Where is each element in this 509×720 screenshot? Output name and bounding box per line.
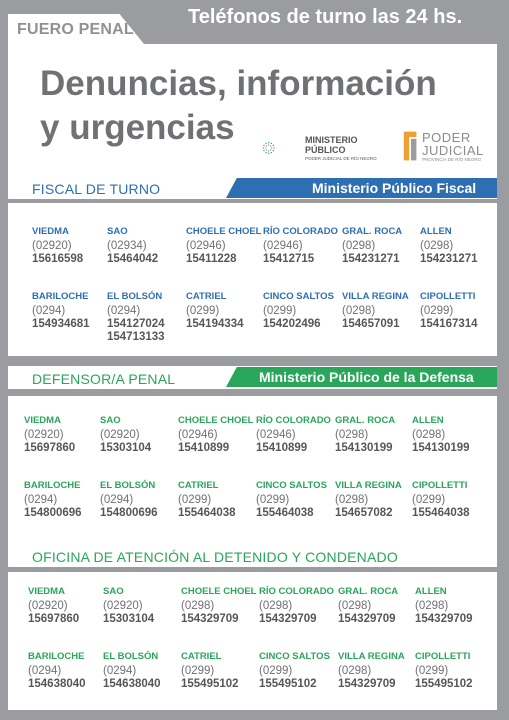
area-code: (0298) (259, 600, 293, 612)
city-name: GRAL. ROCA (338, 586, 399, 597)
section-title-oficina: OFICINA DE ATENCIÓN AL DETENIDO Y CONDENADO (32, 549, 398, 565)
phone-number: 155464038 (178, 507, 236, 519)
city-name: ALLEN (412, 415, 444, 426)
city-name: VILLA REGINA (335, 480, 402, 491)
area-code: (02946) (263, 240, 303, 252)
poder-judicial-logo-icon (402, 128, 420, 164)
phone-entry (342, 226, 422, 265)
phone-number: 15303104 (103, 613, 155, 625)
phone-number: 154130199 (412, 442, 470, 454)
city-name: CHOELE CHOEL (181, 586, 257, 597)
phone-number: 154130199 (335, 442, 393, 454)
area-code: (0294) (28, 665, 62, 677)
city-name: EL BOLSÓN (103, 651, 159, 662)
area-code: (0298) (338, 600, 372, 612)
phone-entry (420, 226, 500, 265)
area-code: (0294) (24, 494, 58, 506)
area-code: (0298) (420, 240, 454, 252)
area-code: (0294) (100, 494, 134, 506)
phone-number: 15303104 (100, 442, 152, 454)
phone-entry (263, 291, 343, 330)
phone-number: 154194334 (186, 318, 244, 330)
phone-number: 154329709 (338, 678, 396, 690)
phone-entry (181, 586, 261, 625)
phone-entry (100, 415, 180, 454)
phone-number: 154329709 (415, 613, 473, 625)
area-code: (0298) (342, 240, 376, 252)
area-code: (0298) (335, 494, 369, 506)
area-code: (0298) (338, 665, 372, 677)
city-name: GRAL. ROCA (335, 415, 396, 426)
area-code: (0299) (259, 665, 293, 677)
phone-number: 154713133 (107, 331, 165, 343)
city-name: VILLA REGINA (338, 651, 405, 662)
city-name: BARILOCHE (28, 651, 85, 662)
city-name: BARILOCHE (24, 480, 81, 491)
phone-number: 155495102 (181, 678, 239, 690)
city-name: CIPOLLETTI (412, 480, 468, 491)
ministerio-publico-logo-icon (262, 128, 302, 168)
divider-band (0, 199, 509, 203)
phone-number: 155495102 (259, 678, 317, 690)
divider-band (0, 567, 509, 572)
city-name: RÍO COLORADO (259, 586, 334, 597)
city-name: SAO (100, 415, 121, 426)
phone-entry (24, 415, 104, 454)
phone-entry (178, 480, 258, 519)
phone-entry (256, 415, 336, 454)
phone-entry (107, 226, 187, 265)
city-name: GRAL. ROCA (342, 226, 403, 237)
phone-number: 154231271 (420, 253, 478, 265)
phone-number: 15410899 (178, 442, 230, 454)
city-name: EL BOLSÓN (100, 480, 156, 491)
phone-entry (28, 651, 108, 690)
area-code: (02920) (24, 429, 64, 441)
area-code: (02934) (107, 240, 147, 252)
phone-number: 155464038 (412, 507, 470, 519)
area-code: (0299) (178, 494, 212, 506)
phone-entry (103, 651, 183, 690)
phone-number: 154638040 (103, 678, 161, 690)
header-title: Teléfonos de turno las 24 hs. (188, 6, 463, 28)
phone-entry (259, 586, 339, 625)
phone-entry (335, 480, 415, 519)
city-name: CHOELE CHOEL (186, 226, 262, 237)
phone-entry (103, 586, 183, 625)
phone-number: 154638040 (28, 678, 86, 690)
area-code: (0298) (412, 429, 446, 441)
city-name: ALLEN (420, 226, 452, 237)
area-code: (0299) (412, 494, 446, 506)
main-title (40, 62, 437, 150)
banner-defensa-text: Ministerio Público de la Defensa (259, 369, 474, 385)
phone-entry (335, 415, 415, 454)
area-code: (0294) (103, 665, 137, 677)
area-code: (02946) (186, 240, 226, 252)
phone-number: 154329709 (338, 613, 396, 625)
phone-number: 154657091 (342, 318, 400, 330)
mpf-logo-line2: PÚBLICO (305, 145, 346, 155)
city-name: CATRIEL (181, 651, 222, 662)
area-code: (0298) (181, 600, 215, 612)
phone-entry (28, 586, 108, 625)
main-title-line2: y urgencias (40, 108, 235, 147)
phone-entry (32, 291, 112, 330)
city-name: BARILOCHE (32, 291, 89, 302)
phone-entry (181, 651, 261, 690)
city-name: ALLEN (415, 586, 447, 597)
phone-number: 154934681 (32, 318, 90, 330)
phone-entry (107, 291, 187, 343)
city-name: CHOELE CHOEL (178, 415, 254, 426)
area-code: (0299) (181, 665, 215, 677)
phone-entry (24, 480, 104, 519)
area-code: (0298) (415, 600, 449, 612)
area-code: (0299) (186, 305, 220, 317)
phone-entry (338, 651, 418, 690)
banner-fiscal-text: Ministerio Público Fiscal (312, 180, 477, 196)
phone-number: 154800696 (100, 507, 158, 519)
pj-logo-line1: PODER (422, 130, 471, 145)
city-name: CINCO SALTOS (259, 651, 330, 662)
area-code: (0294) (107, 305, 141, 317)
phone-number: 154202496 (263, 318, 321, 330)
city-name: SAO (103, 586, 124, 597)
area-code: (0299) (415, 665, 449, 677)
phone-number: 15697860 (24, 442, 76, 454)
phone-number: 155495102 (415, 678, 473, 690)
phone-entry (338, 586, 418, 625)
main-title-line1: Denuncias, información (40, 64, 437, 103)
city-name: VIEDMA (28, 586, 65, 597)
phone-entry (186, 226, 266, 265)
area-code: (02920) (103, 600, 143, 612)
phone-entry (256, 480, 336, 519)
phone-entry (32, 226, 112, 265)
city-name: CIPOLLETTI (420, 291, 476, 302)
phone-number: 15412715 (263, 253, 315, 265)
phone-number: 154127024 (107, 318, 165, 330)
phone-number: 15411228 (186, 253, 237, 265)
phone-entry (420, 291, 500, 330)
area-code: (0299) (420, 305, 454, 317)
phone-number: 154657082 (335, 507, 393, 519)
phone-entry (186, 291, 266, 330)
phone-entry (178, 415, 258, 454)
area-code: (02920) (28, 600, 68, 612)
pj-logo-line3: PROVINCIA DE RÍO NEGRO (422, 157, 482, 162)
phone-entry (412, 415, 492, 454)
phone-number: 15410899 (256, 442, 308, 454)
city-name: VIEDMA (32, 226, 69, 237)
area-code: (0298) (335, 429, 369, 441)
section-title-fiscal: FISCAL DE TURNO (32, 181, 161, 197)
pj-logo-line2: JUDICIAL (422, 143, 484, 158)
phone-number: 154231271 (342, 253, 400, 265)
area-code: (0294) (32, 305, 66, 317)
city-name: VILLA REGINA (342, 291, 409, 302)
city-name: SAO (107, 226, 128, 237)
area-code: (0299) (256, 494, 290, 506)
fuero-label: FUERO PENAL (17, 21, 134, 38)
area-code: (0298) (342, 305, 376, 317)
phone-entry (415, 651, 495, 690)
phone-entry (415, 586, 495, 625)
city-name: RÍO COLORADO (263, 226, 338, 237)
city-name: CINCO SALTOS (263, 291, 334, 302)
mpf-logo-line1: MINISTERIO (305, 135, 358, 145)
phone-entry (100, 480, 180, 519)
phone-entry (259, 651, 339, 690)
phone-number: 154167314 (420, 318, 478, 330)
area-code: (02946) (256, 429, 296, 441)
city-name: VIEDMA (24, 415, 61, 426)
phone-number: 15697860 (28, 613, 80, 625)
area-code: (02946) (178, 429, 218, 441)
city-name: CIPOLLETTI (415, 651, 471, 662)
city-name: CINCO SALTOS (256, 480, 327, 491)
city-name: EL BOLSÓN (107, 291, 163, 302)
mpf-logo-line3: PODER JUDICIAL DE RÍO NEGRO (305, 156, 377, 161)
divider-band (0, 356, 509, 366)
phone-number: 15464042 (107, 253, 159, 265)
area-code: (02920) (32, 240, 72, 252)
city-name: RÍO COLORADO (256, 415, 331, 426)
phone-number: 15616598 (32, 253, 84, 265)
phone-entry (342, 291, 422, 330)
phone-number: 154329709 (259, 613, 317, 625)
phone-number: 154800696 (24, 507, 82, 519)
area-code: (02920) (100, 429, 140, 441)
phone-number: 155464038 (256, 507, 314, 519)
area-code: (0299) (263, 305, 297, 317)
city-name: CATRIEL (186, 291, 227, 302)
section-title-defensor: DEFENSOR/A PENAL (32, 371, 176, 387)
city-name: CATRIEL (178, 480, 219, 491)
phone-entry (412, 480, 492, 519)
divider-band (0, 389, 509, 396)
phone-entry (263, 226, 343, 265)
phone-number: 154329709 (181, 613, 239, 625)
